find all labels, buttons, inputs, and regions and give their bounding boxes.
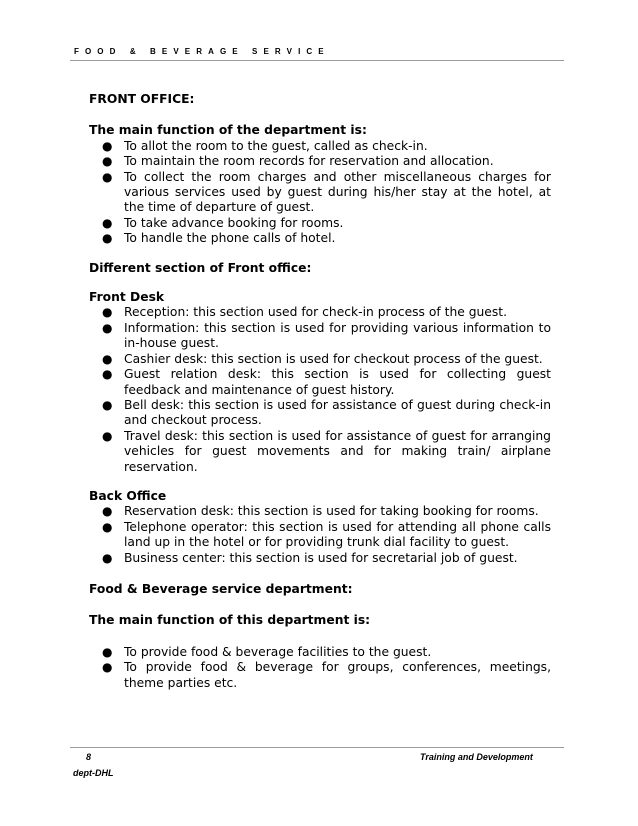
list-item: ● To provide food & beverage for groups, conferences, meetings, theme parties etc.	[102, 660, 551, 690]
list-item: ● To allot the room to the guest, called as check-in.	[102, 138, 428, 153]
list-item: ● To provide food & beverage facilities to the guest.	[102, 644, 432, 659]
fb-main-function-heading: The main function of this department is:	[89, 613, 371, 628]
bullet-icon: ●	[102, 320, 113, 335]
bullet-icon: ●	[102, 367, 113, 382]
list-item: ● Reception: this section used for check-in process of the guest.	[102, 305, 508, 320]
bullet-icon: ●	[102, 397, 113, 412]
bullet-icon: ●	[102, 231, 113, 246]
list-item: ● To maintain the room records for reservation and allocation.	[102, 154, 494, 169]
front-office-sections-heading: Different section of Front office:	[89, 260, 312, 275]
list-item: ● Guest relation desk: this section is used for collecting guest feedback and maintenance of guest history.	[102, 367, 551, 397]
bullet-icon: ●	[102, 550, 113, 565]
list-item: ● To take advance booking for rooms.	[102, 215, 344, 230]
back-office-list	[89, 504, 551, 566]
bullet-icon: ●	[102, 138, 113, 153]
footer-divider	[70, 747, 564, 748]
front-desk-list	[89, 305, 551, 474]
bullet-icon: ●	[102, 154, 113, 169]
page-number: 8	[86, 752, 92, 762]
list-item: ● Reservation desk: this section is used for taking booking for rooms.	[102, 504, 539, 519]
front-office-function-list	[89, 139, 551, 247]
bullet-icon: ●	[102, 644, 113, 659]
list-item: ● To collect the room charges and other miscellaneous charges for various services used by guest during his/her stay at the hotel, at the time of departure of guest.	[102, 169, 551, 215]
fb-function-list	[89, 645, 551, 691]
bullet-icon: ●	[102, 351, 113, 366]
list-item: ● Bell desk: this section is used for assistance of guest during check-in and checkout process.	[102, 397, 551, 428]
header-divider	[70, 60, 564, 61]
front-desk-heading: Front Desk	[89, 290, 165, 305]
bullet-icon: ●	[102, 660, 113, 675]
front-office-heading: FRONT OFFICE:	[89, 92, 195, 106]
list-item: ● Cashier desk: this section is used for checkout process of the guest.	[102, 351, 543, 366]
back-office-heading: Back Office	[89, 488, 167, 503]
footer-department-label: Training and Development	[420, 752, 533, 762]
footer-dept-label: dept-DHL	[73, 768, 114, 778]
bullet-icon: ●	[102, 519, 113, 534]
bullet-icon: ●	[102, 305, 113, 320]
running-header-title: FOOD & BEVERAGE SERVICE	[74, 47, 330, 56]
document-body	[89, 92, 551, 691]
fb-department-heading: Food & Beverage service department:	[89, 581, 353, 596]
list-item: ● Information: this section is used for providing various information to in-house guest.	[102, 320, 551, 351]
list-item: ● To handle the phone calls of hotel.	[102, 231, 336, 246]
bullet-icon: ●	[102, 428, 113, 443]
list-item: ● Travel desk: this section is used for assistance of guest for arranging vehicles for guest movements and for making train/ airplane reservation.	[102, 428, 551, 474]
bullet-icon: ●	[102, 215, 113, 230]
bullet-icon: ●	[102, 169, 113, 184]
front-office-main-function-heading: The main function of the department is:	[89, 123, 367, 138]
list-item: ● Telephone operator: this section is used for attending all phone calls land up in the hotel or for providing trunk dial facility to guest.	[102, 519, 551, 550]
list-item: ● Business center: this section is used for secretarial job of guest.	[102, 550, 518, 565]
bullet-icon: ●	[102, 504, 113, 519]
